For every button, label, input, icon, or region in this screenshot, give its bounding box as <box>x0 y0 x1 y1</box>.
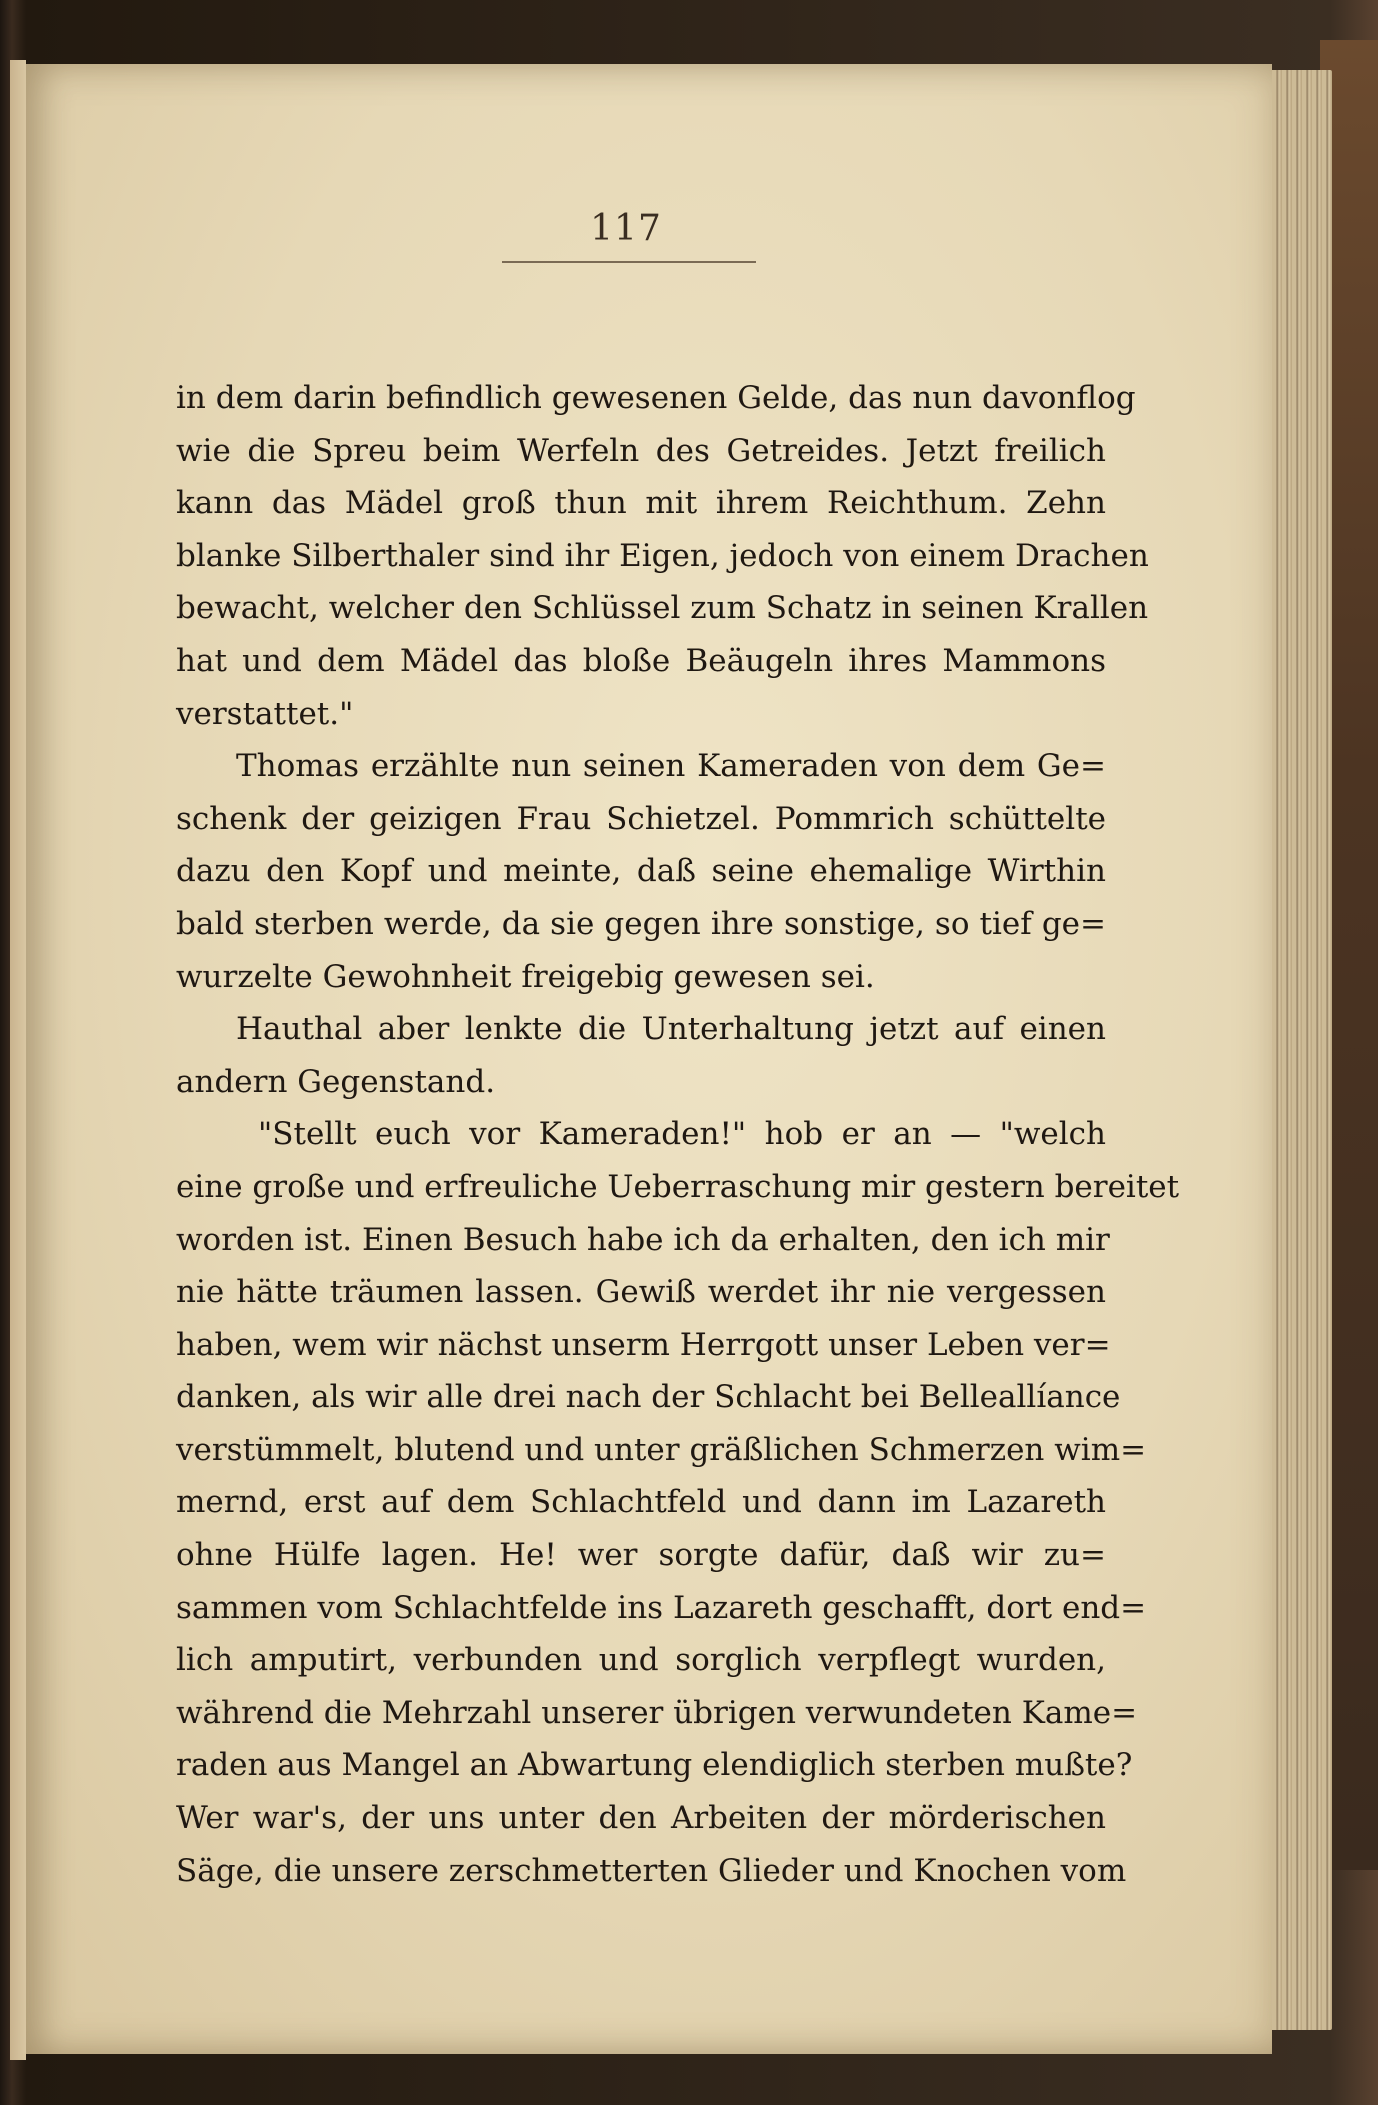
binding-edge <box>10 60 26 2060</box>
text-line: dazu den Kopf und meinte, daß seine ehemalige Wirthin <box>176 853 1106 890</box>
text-line: bewacht, welcher den Schlüssel zum Schatz in seinen Krallen <box>176 590 1149 627</box>
text-line: wie die Spreu beim Werfeln des Getreides. Jetzt freilich <box>176 432 1106 469</box>
text-line: blanke Silberthaler sind ihr Eigen, jedoch von einem Drachen <box>176 537 1149 574</box>
text-line: "Stellt euch vor Kameraden!" hob er an — "welch <box>258 1116 1106 1153</box>
text-line: worden ist. Einen Besuch habe ich da erhalten, den ich mir <box>176 1221 1110 1258</box>
text-line: kann das Mädel groß thun mit ihrem Reichthum. Zehn <box>176 485 1106 522</box>
book-page <box>26 64 1272 2054</box>
text-line: verstattet." <box>176 695 354 732</box>
text-line: andern Gegenstand. <box>176 1063 496 1100</box>
text-line: Wer war's, der uns unter den Arbeiten der mörderischen <box>176 1800 1106 1837</box>
text-line: Thomas erzählte nun seinen Kameraden von dem Ge= <box>236 748 1106 785</box>
text-line: nie hätte träumen lassen. Gewiß werdet ihr nie vergessen <box>176 1274 1106 1311</box>
text-line: während die Mehrzahl unserer übrigen verwundeten Kame= <box>176 1694 1138 1731</box>
text-line: ohne Hülfe lagen. He! wer sorgte dafür, daß wir zu= <box>176 1537 1106 1574</box>
text-line: raden aus Mangel an Abwartung elendiglich sterben mußte? <box>176 1747 1133 1784</box>
text-line: bald sterben werde, da sie gegen ihre sonstige, so tief ge= <box>176 905 1106 942</box>
text-line: eine große und erfreuliche Ueberraschung mir gestern bereitet <box>176 1168 1180 1205</box>
text-line: danken, als wir alle drei nach der Schlacht bei Belleallíance <box>176 1379 1121 1416</box>
text-line: Säge, die unsere zerschmetterten Glieder und Knochen vom <box>176 1852 1127 1889</box>
text-line: lich amputirt, verbunden und sorglich verpflegt wurden, <box>176 1642 1106 1679</box>
text-line: hat und dem Mädel das bloße Beäugeln ihres Mammons <box>176 642 1106 679</box>
text-line: mernd, erst auf dem Schlachtfeld und dann im Lazareth <box>176 1484 1106 1521</box>
text-line: schenk der geizigen Frau Schietzel. Pommrich schüttelte <box>176 800 1106 837</box>
header-rule <box>502 261 756 263</box>
text-line: Hauthal aber lenkte die Unterhaltung jetzt auf einen <box>236 1011 1106 1048</box>
text-line: sammen vom Schlachtfelde ins Lazareth geschafft, dort end= <box>176 1589 1147 1626</box>
page-number: 117 <box>590 208 662 249</box>
text-line: haben, wem wir nächst unserm Herrgott unser Leben ver= <box>176 1326 1111 1363</box>
text-line: in dem darin befindlich gewesenen Gelde, das nun davonflog <box>176 380 1136 416</box>
text-line: verstümmelt, blutend und unter gräßlichen Schmerzen wim= <box>176 1431 1147 1468</box>
page-stack-edge <box>1262 70 1332 2030</box>
text-line: wurzelte Gewohnheit freigebig gewesen sei. <box>176 958 875 995</box>
body-text <box>176 372 1180 1897</box>
